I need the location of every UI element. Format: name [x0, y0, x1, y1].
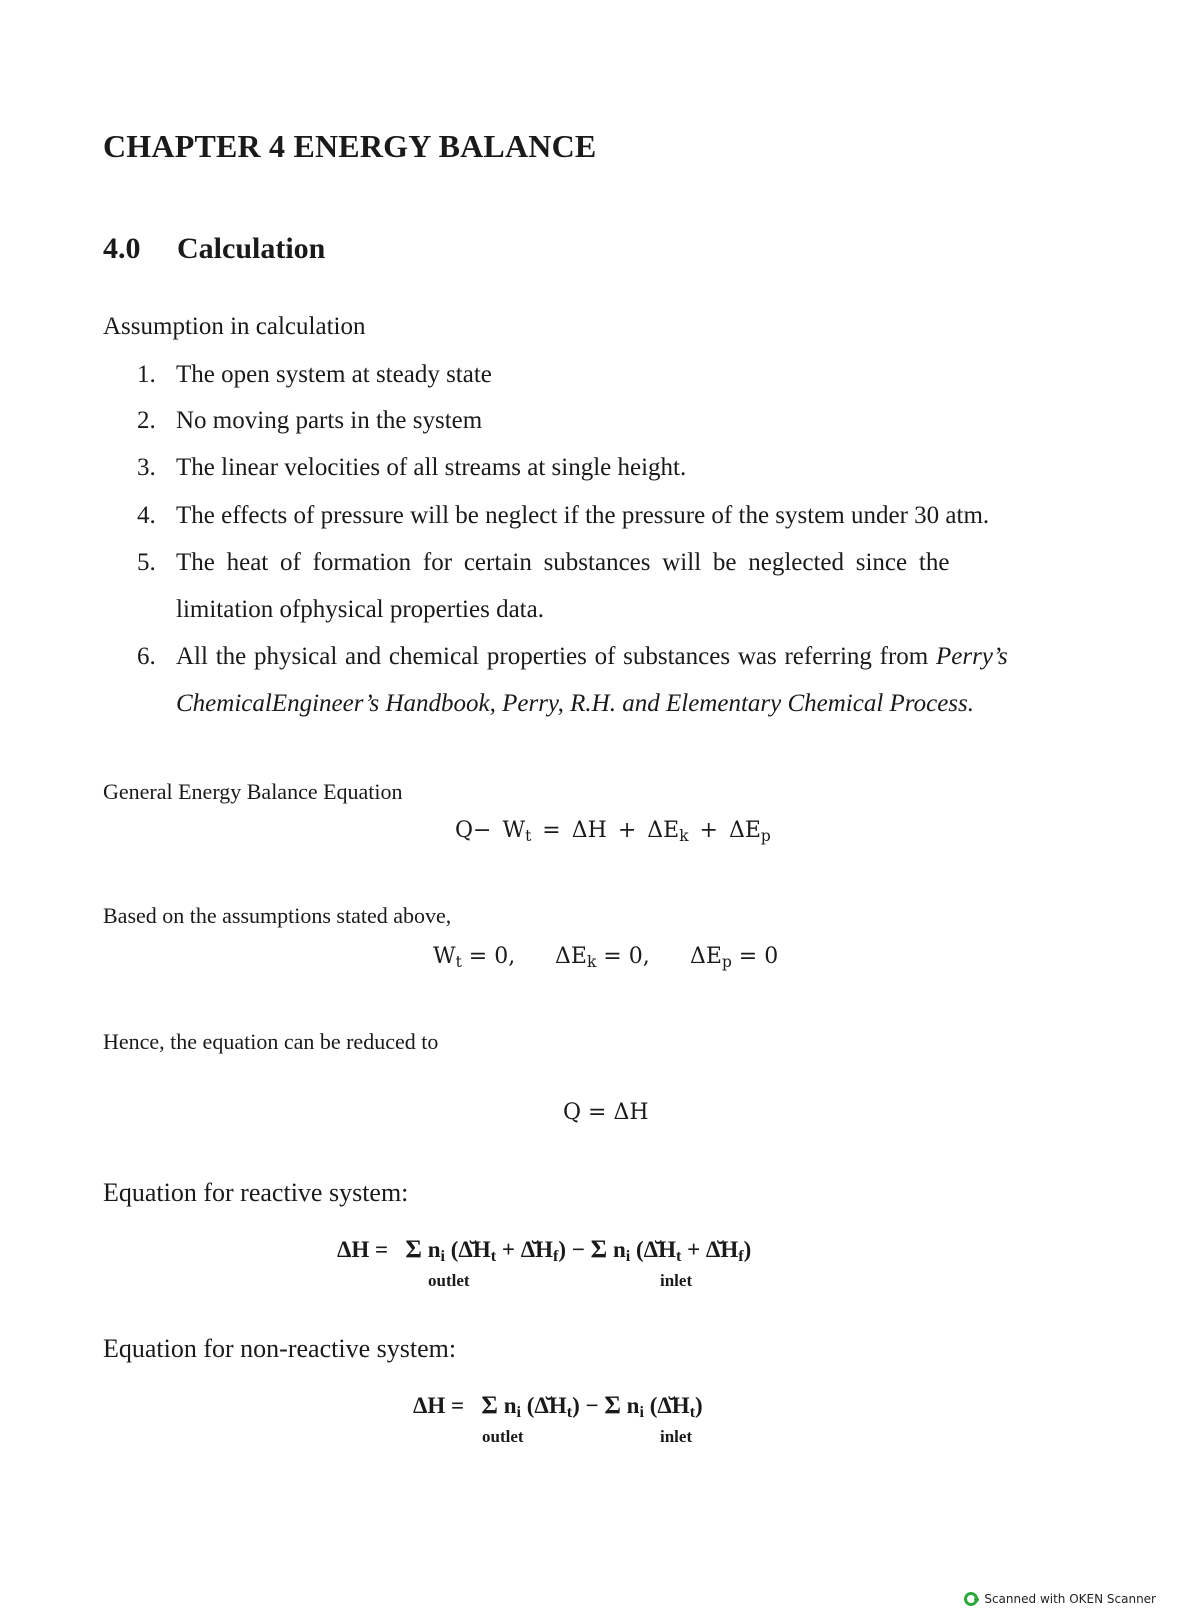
scanner-watermark-text: Scanned with OKEN Scanner — [984, 1592, 1156, 1606]
nonreactive-heading: Equation for non-reactive system: — [103, 1334, 457, 1363]
re-ni-sub: i — [440, 1248, 445, 1266]
re-t-sub: t — [675, 1248, 682, 1266]
re-ni: n — [427, 1237, 441, 1262]
section-number: 4.0 — [103, 232, 141, 265]
nr-under-inlet: inlet — [660, 1427, 693, 1446]
general-energy-balance-equation — [455, 818, 771, 845]
list-item-text-plain: All the physical and chemical properties of substances was referring from — [176, 643, 936, 670]
re-close: ) — [558, 1237, 567, 1262]
nr-term: (Δ̆H — [649, 1393, 690, 1418]
condition-ek — [555, 944, 650, 971]
general-equation-heading: General Energy Balance Equation — [103, 779, 403, 804]
section-title: Calculation — [177, 232, 326, 265]
oken-scanner-logo-icon — [964, 1592, 978, 1606]
eq-w: W — [502, 818, 526, 843]
reactive-heading: Equation for reactive system: — [103, 1178, 409, 1207]
nr-close: ) — [572, 1393, 580, 1418]
sigma-icon: Σ — [590, 1235, 608, 1263]
re-close: ) — [743, 1237, 752, 1262]
nr-t-sub: t — [689, 1404, 696, 1422]
based-on-text: Based on the assumptions stated above, — [103, 903, 452, 928]
list-item-continuation: ChemicalEngineer’s Handbook, Perry, R.H. and Elementary Chemical Process. — [176, 690, 974, 717]
cond-wt-sub: t — [455, 952, 462, 971]
nr-ni: n — [626, 1393, 640, 1418]
condition-wt — [433, 944, 515, 971]
cond-ek-val: = 0, — [596, 944, 650, 969]
list-item-number: 6. — [137, 643, 156, 670]
re-ni: n — [612, 1237, 626, 1262]
list-item-text: The open system at steady state — [176, 361, 492, 388]
re-minus: − — [571, 1237, 585, 1262]
eq-dep-sub: p — [760, 826, 771, 845]
cond-wt-val: = 0, — [461, 944, 516, 969]
nr-t-sub: t — [566, 1404, 573, 1422]
cond-ep: ΔE — [690, 944, 722, 969]
re-ni-sub: i — [625, 1248, 631, 1266]
nr-minus: − — [585, 1393, 599, 1418]
re-term-inlet: (Δ̆H — [635, 1237, 676, 1262]
eq-plus: + — [617, 818, 637, 843]
re-under-outlet: outlet — [428, 1271, 470, 1290]
nr-close: ) — [695, 1393, 703, 1418]
nonreactive-equation — [413, 1391, 703, 1422]
assumption-heading: Assumption in calculation — [103, 313, 366, 340]
list-item-text: The linear velocities of all streams at single height. — [176, 454, 687, 481]
scanner-watermark — [964, 1592, 1156, 1606]
re-f-sub: f — [738, 1248, 744, 1266]
nr-ni-sub: i — [516, 1404, 521, 1422]
re-plus: + Δ̆H — [681, 1237, 739, 1262]
eq-equals: = — [542, 818, 561, 843]
re-plus: + Δ̆H — [496, 1237, 554, 1262]
re-t-sub: t — [490, 1248, 497, 1266]
nr-term: (Δ̆H — [526, 1393, 567, 1418]
eq-w-sub: t — [525, 826, 532, 845]
sigma-icon: Σ — [481, 1391, 498, 1419]
list-item-text-italic: Perry’s — [936, 643, 1008, 670]
reduced-equation: Q = ΔH — [563, 1100, 649, 1125]
sigma-icon: Σ — [604, 1391, 621, 1419]
list-item-number: 3. — [137, 454, 156, 481]
cond-wt: W — [433, 944, 456, 969]
sigma-icon: Σ — [405, 1235, 422, 1263]
list-item-number: 1. — [137, 361, 156, 388]
list-item-continuation: limitation ofphysical properties data. — [176, 596, 544, 623]
nr-under-outlet: outlet — [482, 1427, 524, 1446]
re-term-outlet: (Δ̆H — [450, 1237, 491, 1262]
eq-dek-sub: k — [679, 826, 689, 845]
list-item-text — [176, 643, 1008, 671]
eq-minus: − — [473, 818, 492, 843]
re-lhs: ΔH = — [337, 1237, 389, 1262]
chapter-title: CHAPTER 4 ENERGY BALANCE — [103, 128, 597, 164]
re-f-sub: f — [553, 1248, 559, 1266]
cond-ep-sub: p — [721, 952, 732, 971]
nr-lhs: ΔH = — [413, 1393, 465, 1418]
hence-text: Hence, the equation can be reduced to — [103, 1029, 439, 1054]
eq-q: Q — [455, 818, 474, 843]
cond-ek: ΔE — [555, 944, 587, 969]
eq-dh: ΔH — [571, 818, 607, 843]
reactive-equation — [337, 1235, 751, 1266]
list-item-number: 4. — [137, 502, 156, 529]
list-item-number: 5. — [137, 549, 156, 576]
list-item-text: No moving parts in the system — [176, 407, 483, 434]
list-item-text: The effects of pressure will be neglect if the pressure of the system under 30 atm. — [176, 502, 990, 529]
condition-ep — [690, 944, 778, 971]
nr-ni: n — [503, 1393, 517, 1418]
eq-plus: + — [699, 818, 718, 843]
eq-dek: ΔE — [647, 818, 680, 843]
list-item-text: The heat of formation for certain substances will be neglected since the — [176, 549, 950, 576]
section-heading — [103, 232, 325, 266]
re-under-inlet: inlet — [660, 1271, 693, 1290]
nr-ni-sub: i — [639, 1404, 644, 1422]
cond-ek-sub: k — [586, 952, 597, 971]
eq-dep: ΔE — [728, 818, 761, 843]
cond-ep-val: = 0 — [731, 944, 779, 969]
list-item-number: 2. — [137, 407, 156, 434]
